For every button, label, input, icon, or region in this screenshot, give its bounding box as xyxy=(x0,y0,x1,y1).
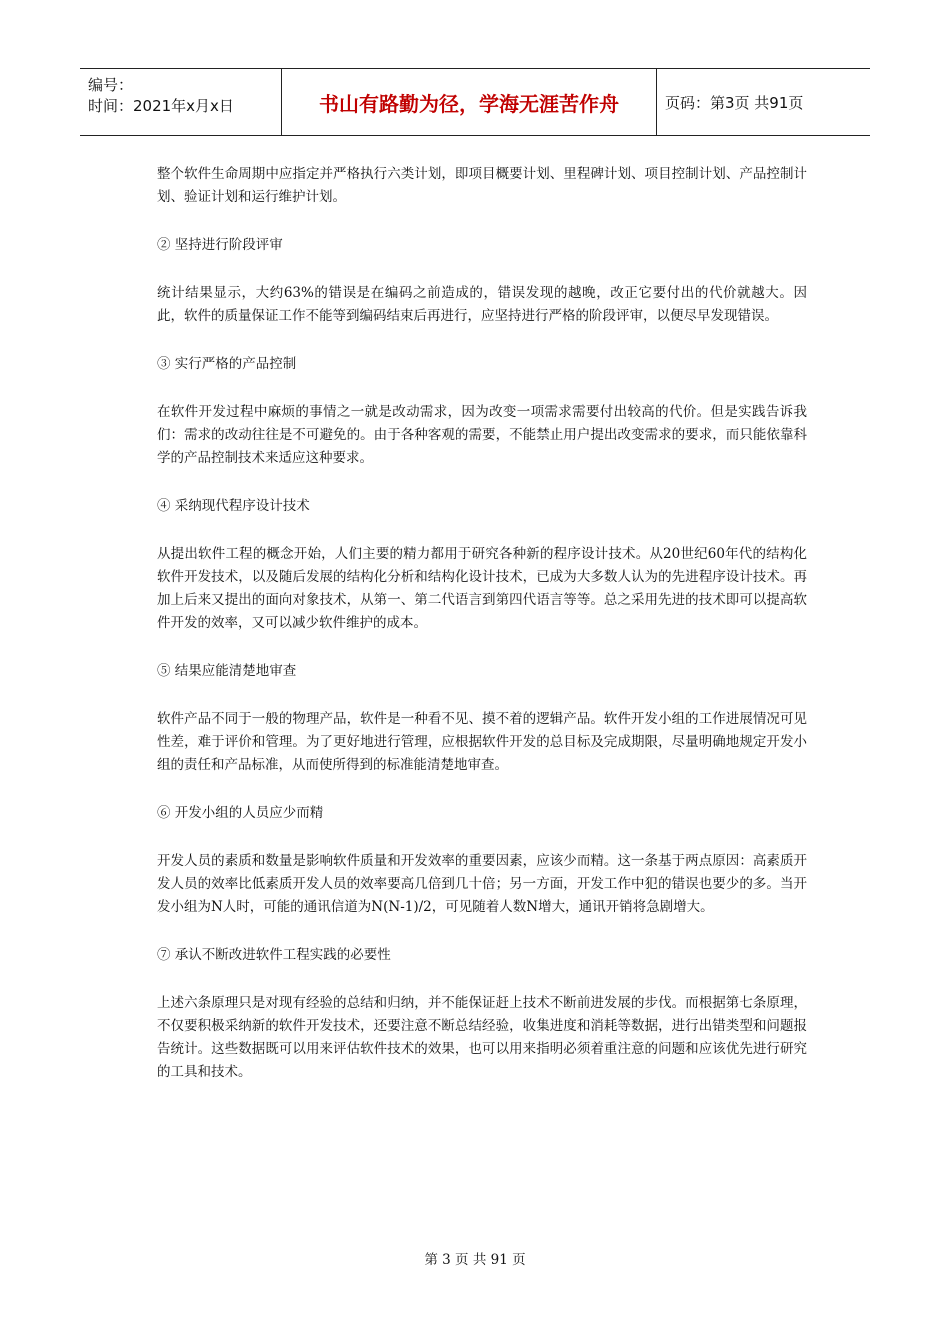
paragraph: 在软件开发过程中麻烦的事情之一就是改动需求，因为改变一项需求需要付出较高的代价。但是实践告诉我们：需求的改动往往是不可避免的。由于各种客观的需要，不能禁止用户提出改变需求的要求，而只能依靠科学的产品控制技术来适应这种要求。 xyxy=(157,404,807,466)
page-header xyxy=(80,68,870,136)
section-heading: ④ 采纳现代程序设计技术 xyxy=(157,498,310,514)
paragraph: 开发人员的素质和数量是影响软件质量和开发效率的重要因素，应该少而精。这一条基于两点原因：高素质开发人员的效率比低素质开发人员的效率要高几倍到几十倍；另一方面，开发工作中犯的错误也要少的多。当开发小组为N人时，可能的通讯信道为N(N-1)/2，可见随着人数N增大，通讯开销将急剧增大。 xyxy=(157,853,807,915)
document-date: 时间：2021年x月x日 xyxy=(88,97,234,115)
header-motto: 书山有路勤为径，学海无涯苦作舟 xyxy=(282,69,657,135)
document-number-label: 编号： xyxy=(88,76,134,94)
paragraph: 上述六条原理只是对现有经验的总结和归纳，并不能保证赶上技术不断前进发展的步伐。而根据第七条原理，不仅要积极采纳新的软件开发技术，还要注意不断总结经验，收集进度和消耗等数据，进行出错类型和问题报告统计。这些数据既可以用来评估软件技术的效果，也可以用来指明必须着重注意的问题和应该优先进行研究的工具和技术。 xyxy=(157,995,807,1080)
document-body xyxy=(157,163,807,1084)
section-heading: ② 坚持进行阶段评审 xyxy=(157,237,283,253)
header-page-code: 页码：第3页 共91页 xyxy=(665,93,804,112)
paragraph: 统计结果显示，大约63%的错误是在编码之前造成的，错误发现的越晚，改正它要付出的代价就越大。因此，软件的质量保证工作不能等到编码结束后再进行，应坚持进行严格的阶段评审，以便尽早发现错误。 xyxy=(157,285,807,324)
paragraph: 整个软件生命周期中应指定并严格执行六类计划，即项目概要计划、里程碑计划、项目控制计划、产品控制计划、验证计划和运行维护计划。 xyxy=(157,166,807,205)
paragraph: 软件产品不同于一般的物理产品，软件是一种看不见、摸不着的逻辑产品。软件开发小组的工作进展情况可见性差，难于评价和管理。为了更好地进行管理，应根据软件开发的总目标及完成期限，尽量明确地规定开发小组的责任和产品标准，从而使所得到的标准能清楚地审查。 xyxy=(157,711,807,773)
page-footer: 第 3 页 共 91 页 xyxy=(424,1252,526,1268)
section-heading: ③ 实行严格的产品控制 xyxy=(157,356,297,372)
section-heading: ⑥ 开发小组的人员应少而精 xyxy=(157,805,324,821)
section-heading: ⑦ 承认不断改进软件工程实践的必要性 xyxy=(157,947,391,963)
header-meta xyxy=(80,69,282,135)
paragraph: 从提出软件工程的概念开始，人们主要的精力都用于研究各种新的程序设计技术。从20世纪60年代的结构化软件开发技术，以及随后发展的结构化分析和结构化设计技术，已成为大多数人认为的先进程序设计技术。再加上后来又提出的面向对象技术，从第一、第二代语言到第四代语言等等。总之采用先进的技术即可以提高软件开发的效率，又可以减少软件维护的成本。 xyxy=(157,546,807,631)
section-heading: ⑤ 结果应能清楚地审查 xyxy=(157,663,297,679)
